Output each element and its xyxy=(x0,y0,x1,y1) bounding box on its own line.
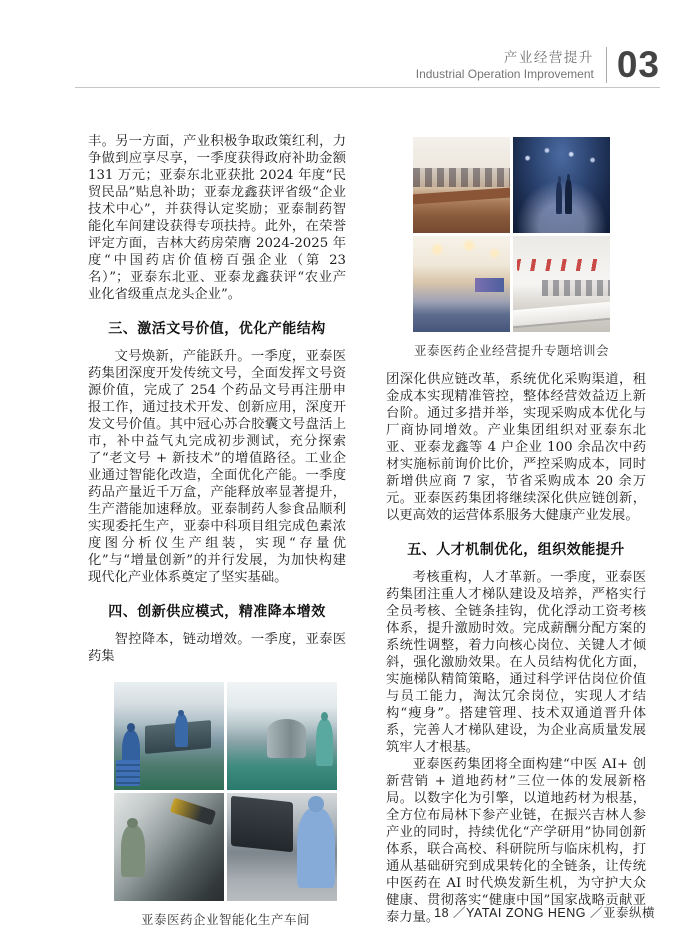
page-footer xyxy=(434,903,655,921)
audience-shape xyxy=(413,168,510,187)
audience-shape xyxy=(542,280,610,295)
paragraph-supply-lead: 智控降本，链动增效。一季度，亚泰医药集 xyxy=(88,632,346,664)
training-photo-grid xyxy=(413,137,610,332)
photo-training-classroom xyxy=(413,137,510,233)
left-column xyxy=(88,133,346,928)
paragraph-future-outlook: 亚泰医药集团将全面构建“中医 AI+ 创新营销 + 道地药材”三位一体的发展新格局。以数字化为引擎，以道地药材为根基，全方位布局林下参产业链，在振兴吉林人参产业的同时，持续优化“产学研用”协同创新体系，联合高校、科研院所与临床机构，打通从基础研究到成果转化的全链条，让传统中医药在 AI 时代焕发新生机，为守护大众健康、贯彻落实“健康中国”国家战略贡献亚泰力量。 xyxy=(386,757,646,925)
training-photo-figure xyxy=(413,137,610,359)
host-figure xyxy=(565,179,572,214)
worker-figure xyxy=(121,825,145,877)
machine-arm-shape xyxy=(170,797,217,825)
photo-training-room-red-banner xyxy=(513,236,610,332)
photo-workshop-packaging-line xyxy=(114,682,224,790)
tank-shape xyxy=(267,719,307,758)
photo-workshop-operator-inspection xyxy=(227,793,337,901)
worker-figure xyxy=(316,719,333,767)
heading-section-5: 五、人才机制优化，组织效能提升 xyxy=(407,542,625,558)
paragraph-talent-mechanism: 考核重构，人才革新。一季度，亚泰医药集团注重人才梯队建设及培养，严格实行全员考核、全链条挂钩，优化浮动工资考核体系，提升激励时效。完成薪酬分配方案的系统性调整，着力向核心岗位、关键人才倾斜，强化激励效果。在人员结构优化方面，实施梯队精简策略，通过科学评估岗位价值与员工能力，淘汰冗余岗位，实现人才结构“瘦身”。搭建管理、技术双通道晋升体系，完善人才梯队建设，为企业高质量发展筑牢人才根基。 xyxy=(386,570,646,755)
section-title-en: Industrial Operation Improvement xyxy=(415,66,594,81)
header-rule xyxy=(75,87,660,88)
machine-panel-shape xyxy=(231,796,293,852)
host-figure xyxy=(556,181,563,214)
photo-conference-banquet-hall xyxy=(413,236,510,332)
crate-shape xyxy=(116,760,140,786)
table-row-shape xyxy=(513,302,610,327)
training-photo-caption: 亚泰医药企业经营提升专题培训会 xyxy=(413,344,609,358)
photo-workshop-assembly-closeup xyxy=(114,793,224,901)
section-title-zh: 产业经营提升 xyxy=(503,49,594,65)
paragraph-policy-benefits: 丰。另一方面，产业积极争取政策红利，力争做到应享尽享，一季度获得政府补助金额 131 万元；亚泰东北亚获批 2024 年度“民贸民品”贴息补助；亚泰龙鑫获评省级“企业技术中心”，并获得认定奖励；亚泰制药智能化车间建设获得专项扶持。此外，在荣誉评定方面，吉林大药房荣膺 2024-2025 年度“中国药店价值榜百强企业（第 23 名）”；亚泰东北亚、亚泰龙鑫获评“农业产业化省级重点龙头企业”。 xyxy=(88,134,346,302)
stage-lights-shape xyxy=(513,137,610,233)
worker-figure xyxy=(175,714,188,746)
workshop-photo-grid xyxy=(114,682,337,901)
workshop-photo-figure xyxy=(114,682,337,928)
section-title-block xyxy=(416,49,606,82)
footer-page-info: 18 ／YATAI ZONG HENG ／亚泰纵横 xyxy=(434,906,655,920)
paragraph-drug-licenses: 文号焕新，产能跃升。一季度，亚泰医药集团深度开发传统文号，全面发挥文号资源价值，完成了 254 个药品文号再注册申报工作，通过技术开发、创新应用，深度开发文号价值。其中冠心苏合胶囊文号盘活上市，补中益气丸完成初步测试，充分探索了“老文号 + 新技术”的增值路径。工业企业通过智能化改造，全面优化产能。一季度药品产量近千万盒，产能释放率显著提升，生产潜能加速释放。亚泰制药人参食品顺利实现委托生产，亚泰中科项目组完成色素浓度图分析仪生产组装，实现“存量优化”与“增量创新”的并行发展，为加快构建现代化产业体系奠定了坚实基础。 xyxy=(88,349,346,585)
red-garland-shape xyxy=(517,259,606,271)
desk-shape xyxy=(413,187,510,203)
paragraph-supply-continued: 团深化供应链改革，系统优化采购渠道，租金成本实现精准管控，整体经营效益迈上新台阶。通过多措并举，实现采购成本优化与厂商协同增效。产业集团组织对亚泰东北亚、亚泰龙鑫等 4 户企业 100 余品次中药材实施标前询价比价，严控采购成本，同时新增供应商 7 家，节省采购成本 20 余万元。亚泰医药集团将继续深化供应链创新，以更高效的运营体系服务大健康产业发展。 xyxy=(386,372,646,523)
page-header xyxy=(416,46,660,84)
stage-screen-shape xyxy=(475,278,504,291)
photo-workshop-filling-machine xyxy=(227,682,337,790)
right-column xyxy=(386,130,646,926)
photo-gala-event-hall xyxy=(513,137,610,233)
section-number: 03 xyxy=(616,44,660,85)
heading-section-3: 三、激活文号价值，优化产能结构 xyxy=(108,321,326,337)
worker-figure xyxy=(297,808,334,888)
workshop-photo-caption: 亚泰医药企业智能化生产车间 xyxy=(140,913,310,927)
heading-section-4: 四、创新供应模式，精准降本增效 xyxy=(108,604,326,620)
